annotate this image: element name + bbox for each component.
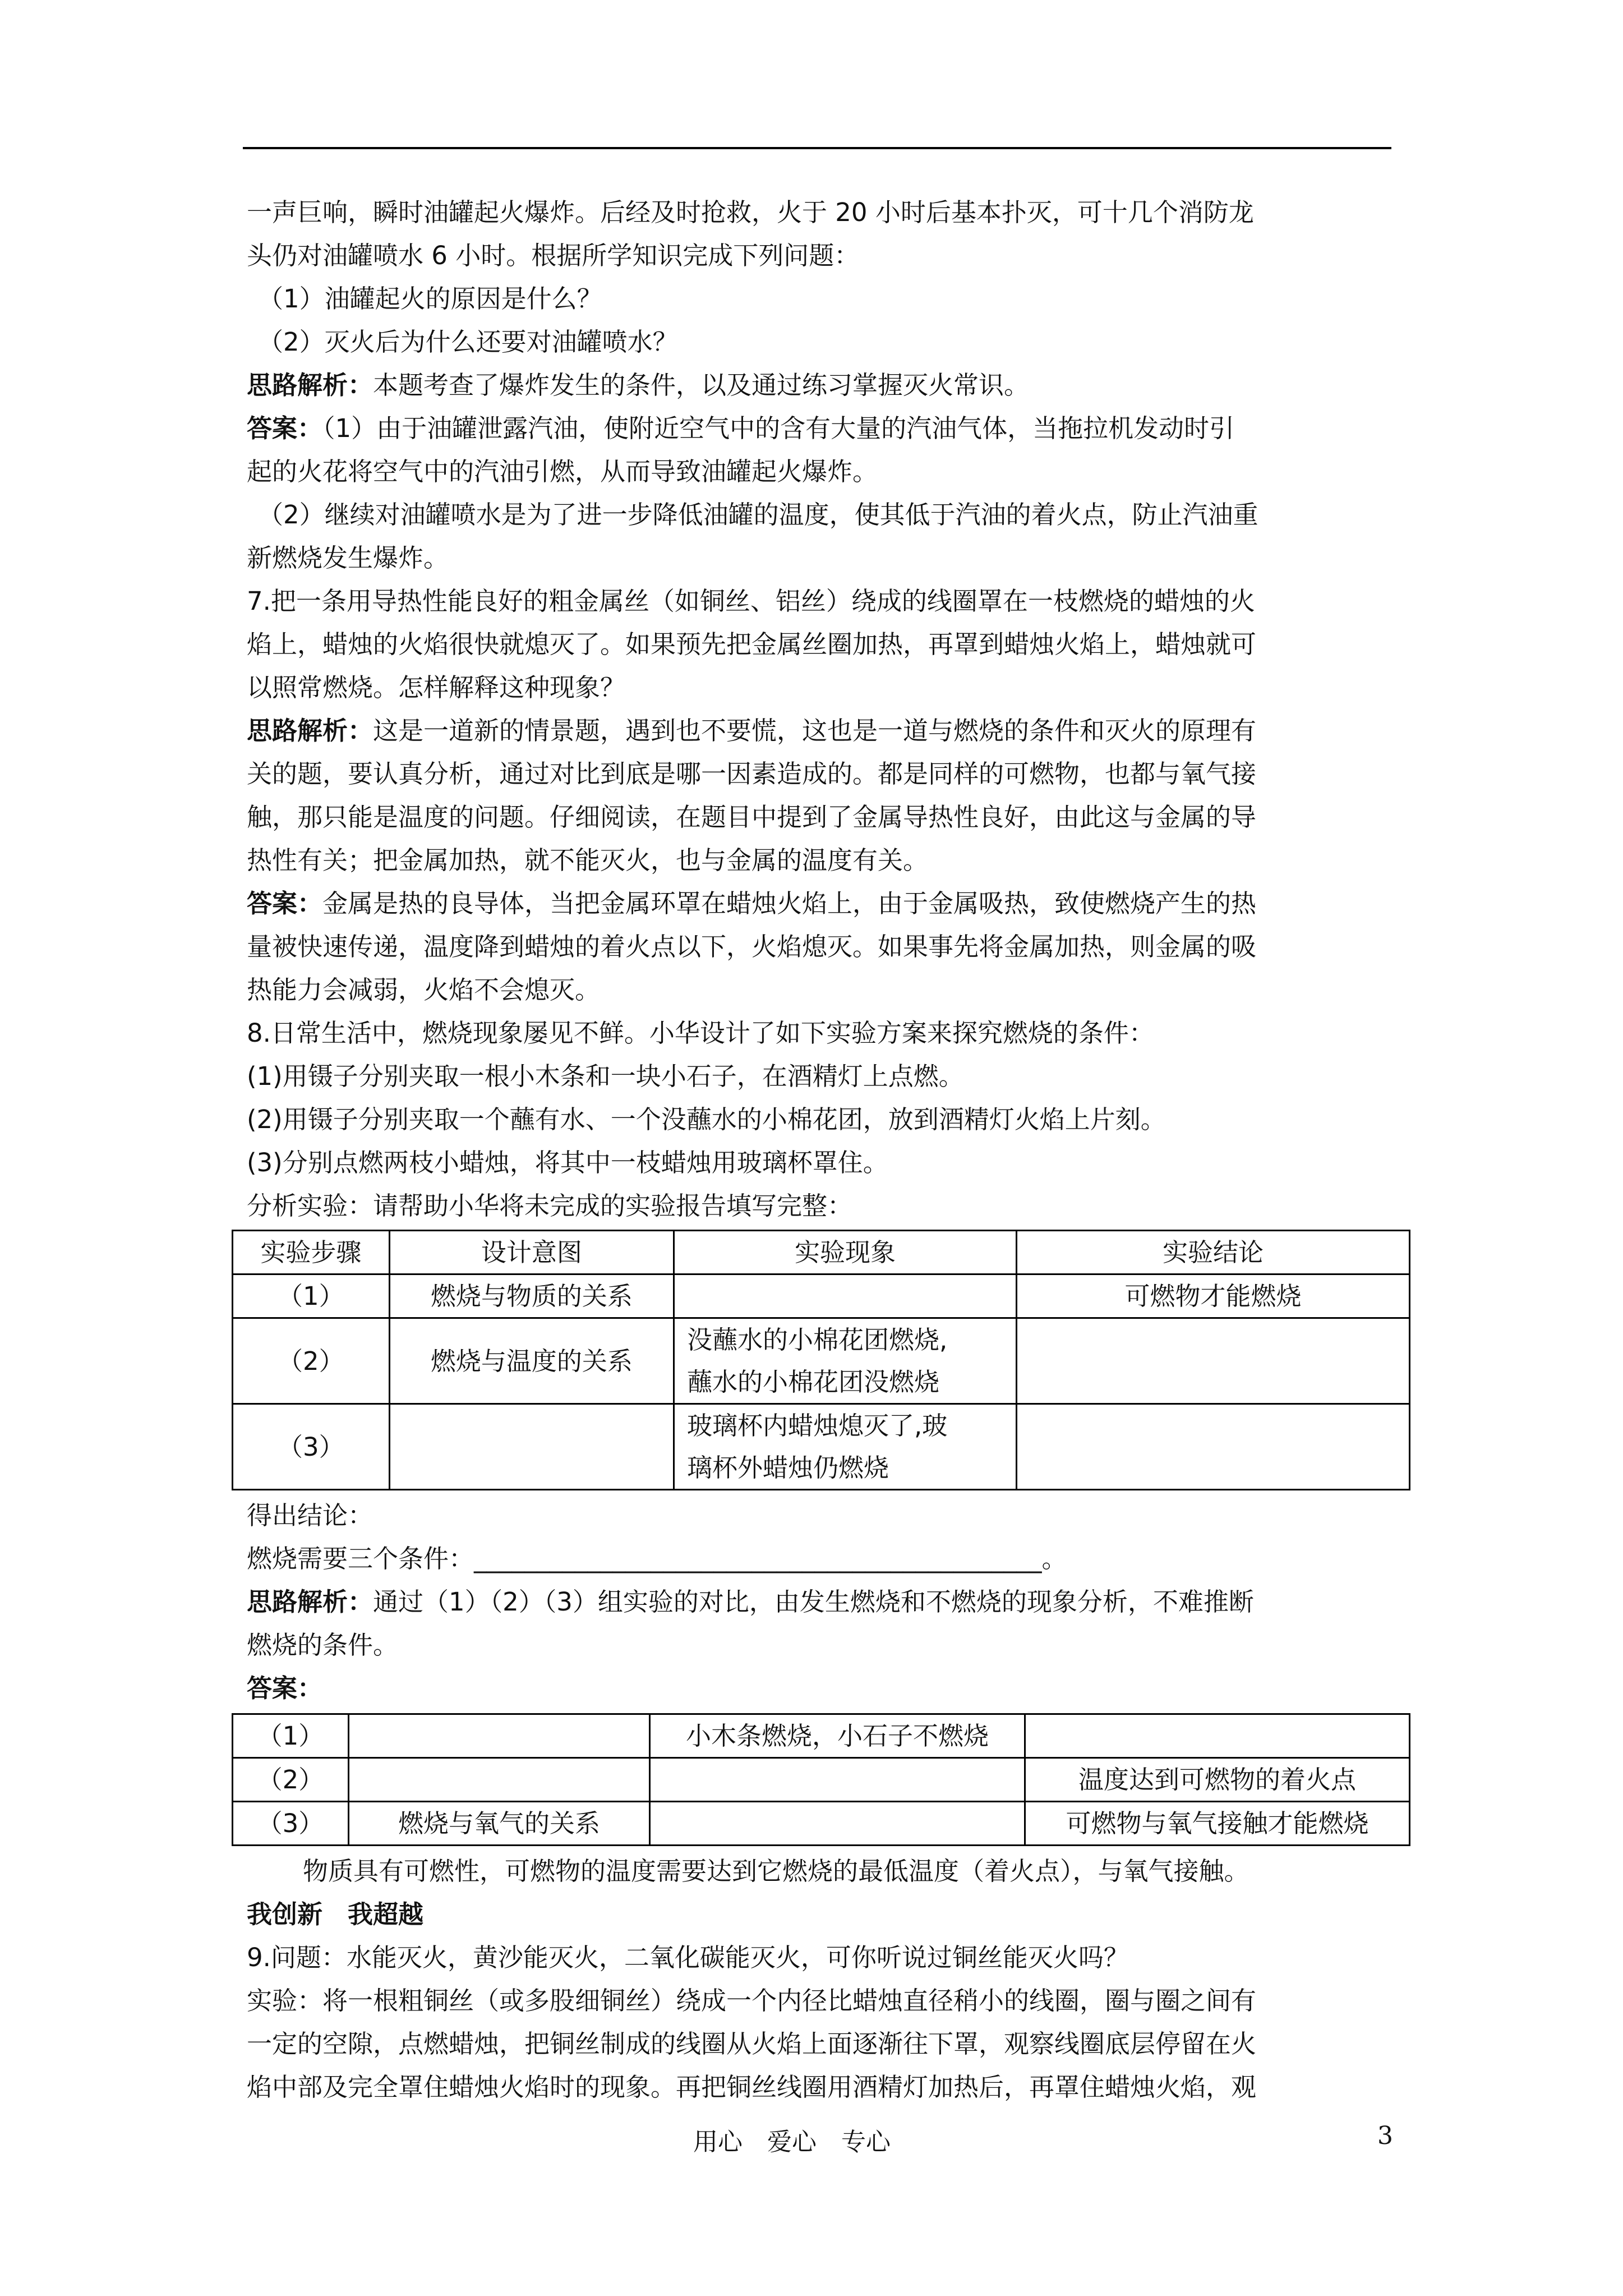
text-line: (3)分别点燃两枝小蜡烛，将其中一枝蜡烛用玻璃杯罩住。: [247, 1148, 888, 1177]
header-rule: [243, 147, 1391, 149]
table-header-cell: 实验步骤: [233, 1231, 390, 1274]
text-line: (2)用镊子分别夹取一个蘸有水、一个没蘸水的小棉花团，放到酒精灯火焰上片刻。: [247, 1105, 1166, 1134]
text-line: 新燃烧发生爆炸。: [247, 543, 449, 573]
answer-table: [232, 1713, 1410, 1846]
analysis-text: 本题考查了爆炸发生的条件，以及通过练习掌握灭火常识。: [373, 370, 1030, 400]
text-line: 关的题，要认真分析，通过对比到底是哪一因素造成的。都是同样的可燃物，也都与氧气接: [247, 759, 1257, 789]
text-line: 热能力会减弱，火焰不会熄灭。: [247, 975, 601, 1005]
question-line: （2）灭火后为什么还要对油罐喷水？: [258, 327, 678, 357]
analysis-line: [247, 709, 1389, 752]
analysis-label: 思路解析：: [247, 716, 374, 746]
table-cell: [1017, 1404, 1410, 1490]
text-line: （2）继续对油罐喷水是为了进一步降低油罐的温度，使其低于汽油的着火点，防止汽油重: [258, 500, 1258, 530]
table-cell: （2）: [233, 1758, 349, 1802]
table-header-cell: 实验现象: [674, 1231, 1016, 1274]
table-cell: （3）: [233, 1404, 390, 1490]
table-cell: 燃烧与氧气的关系: [348, 1802, 649, 1846]
table-header-cell: 设计意图: [389, 1231, 674, 1274]
table-cell: [1025, 1714, 1410, 1758]
analysis-line: [247, 364, 1389, 407]
text-line: 焰上，蜡烛的火焰很快就熄灭了。如果预先把金属丝圈加热，再罩到蜡烛火焰上，蜡烛就可: [247, 629, 1257, 659]
table-row: [233, 1404, 1410, 1490]
question-9: 9.问题：水能灭火，黄沙能灭火，二氧化碳能灭火，可你听说过铜丝能灭火吗？: [247, 1943, 1129, 1972]
question-line: （1）油罐起火的原因是什么？: [258, 284, 602, 314]
cell-line: 没蘸水的小棉花团燃烧,: [686, 1325, 948, 1355]
footer-text: 用心 爱心 专心: [693, 2128, 891, 2156]
table-cell: [389, 1404, 674, 1490]
analysis-text: 这是一道新的情景题，遇到也不要慌，这也是一道与燃烧的条件和灭火的原理有: [373, 716, 1257, 746]
text-line: 得出结论：: [247, 1501, 374, 1530]
summary-line: 物质具有可燃性，可燃物的温度需要达到它燃烧的最低温度（着火点），与氧气接触。: [303, 1856, 1249, 1886]
analysis-line: [247, 1580, 1389, 1623]
table-cell: [650, 1758, 1025, 1802]
table-cell: 可燃物与氧气接触才能燃烧: [1025, 1802, 1410, 1846]
table-row: [233, 1318, 1410, 1404]
table-cell: 燃烧与物质的关系: [389, 1274, 674, 1318]
cell-line: 玻璃杯内蜡烛熄灭了,玻: [686, 1411, 948, 1441]
analysis-text: 通过（1）（2）（3）组实验的对比，由发生燃烧和不燃烧的现象分析，不难推断: [373, 1587, 1254, 1617]
text-line: 以照常燃烧。怎样解释这种现象？: [247, 673, 626, 702]
text-line: 焰中部及完全罩住蜡烛火焰时的现象。再把铜丝线圈用酒精灯加热后，再罩住蜡烛火焰，观: [247, 2072, 1257, 2102]
text-line: (1)用镊子分别夹取一根小木条和一块小石子，在酒精灯上点燃。: [247, 1061, 964, 1091]
table-cell: [348, 1714, 649, 1758]
table-cell: [650, 1802, 1025, 1846]
cell-line: 蘸水的小棉花团没燃烧: [686, 1367, 939, 1397]
analysis-label: 思路解析：: [247, 1587, 374, 1617]
text-line: 热性有关；把金属加热，就不能灭火，也与金属的温度有关。: [247, 845, 929, 875]
table-cell: 燃烧与温度的关系: [389, 1318, 674, 1404]
table-cell: 可燃物才能燃烧: [1017, 1274, 1410, 1318]
table-row: [233, 1802, 1410, 1846]
table-cell: 温度达到可燃物的着火点: [1025, 1758, 1410, 1802]
text-line: 分析实验：请帮助小华将未完成的实验报告填写完整：: [247, 1191, 853, 1221]
text-line: 量被快速传递，温度降到蜡烛的着火点以下，火焰熄灭。如果事先将金属加热，则金属的吸: [247, 932, 1257, 961]
table-cell: [674, 1404, 1016, 1490]
table-cell: [1017, 1318, 1410, 1404]
table-cell: （1）: [233, 1714, 349, 1758]
page-number: 3: [1377, 2122, 1393, 2150]
answer-label: 答案：: [247, 413, 323, 443]
table-cell: （1）: [233, 1274, 390, 1318]
text-line: 一声巨响，瞬时油罐起火爆炸。后经及时抢救，火于 20 小时后基本扑灭，可十几个消防龙: [247, 197, 1254, 227]
text-line: 起的火花将空气中的汽油引燃，从而导致油罐起火爆炸。: [247, 457, 878, 486]
table-cell: （3）: [233, 1802, 349, 1846]
text-line: 一定的空隙，点燃蜡烛，把铜丝制成的线圈从火焰上面逐渐往下罩，观察线圈底层停留在火: [247, 2029, 1257, 2059]
question-7: 7.把一条用导热性能良好的粗金属丝（如铜丝、铝丝）绕成的线圈罩在一枝燃烧的蜡烛的火: [247, 586, 1255, 616]
table-header-cell: 实验结论: [1017, 1231, 1410, 1274]
table-row: [233, 1274, 1410, 1318]
table-cell: （2）: [233, 1318, 390, 1404]
experiment-report-table: [232, 1230, 1410, 1490]
table-row: [233, 1758, 1410, 1802]
answer-line: [247, 407, 1389, 450]
question-8: 8.日常生活中，燃烧现象屡见不鲜。小华设计了如下实验方案来探究燃烧的条件：: [247, 1018, 1154, 1048]
table-cell: 小木条燃烧，小石子不燃烧: [650, 1714, 1025, 1758]
text-line: 头仍对油罐喷水 6 小时。根据所学知识完成下列问题：: [247, 241, 860, 270]
fill-blank-line: 燃烧需要三个条件：_____________________________________________。: [247, 1544, 1067, 1573]
text-line: 触，那只能是温度的问题。仔细阅读，在题目中提到了金属导热性良好，由此这与金属的导: [247, 802, 1257, 832]
table-cell: [674, 1318, 1016, 1404]
answer-label: 答案：: [247, 1673, 323, 1703]
table-cell: [348, 1758, 649, 1802]
answer-line: [247, 882, 1389, 925]
text-line: 实验：将一根粗铜丝（或多股细铜丝）绕成一个内径比蜡烛直径稍小的线圈，圈与圈之间有: [247, 1986, 1257, 2016]
answer-text: 金属是热的良导体，当把金属环罩在蜡烛火焰上，由于金属吸热，致使燃烧产生的热: [322, 889, 1257, 918]
analysis-label: 思路解析：: [247, 370, 374, 400]
section-heading: 我创新 我超越: [247, 1899, 424, 1929]
page-content: [247, 191, 1389, 2109]
answer-text: （1）由于油罐泄露汽油，使附近空气中的含有大量的汽油气体，当拖拉机发动时引: [322, 413, 1235, 443]
text-line: 燃烧的条件。: [247, 1630, 399, 1660]
table-cell: [674, 1274, 1016, 1318]
cell-line: 璃杯外蜡烛仍燃烧: [686, 1453, 889, 1483]
table-row: [233, 1714, 1410, 1758]
answer-label: 答案：: [247, 889, 323, 918]
table-header-row: [233, 1231, 1410, 1274]
